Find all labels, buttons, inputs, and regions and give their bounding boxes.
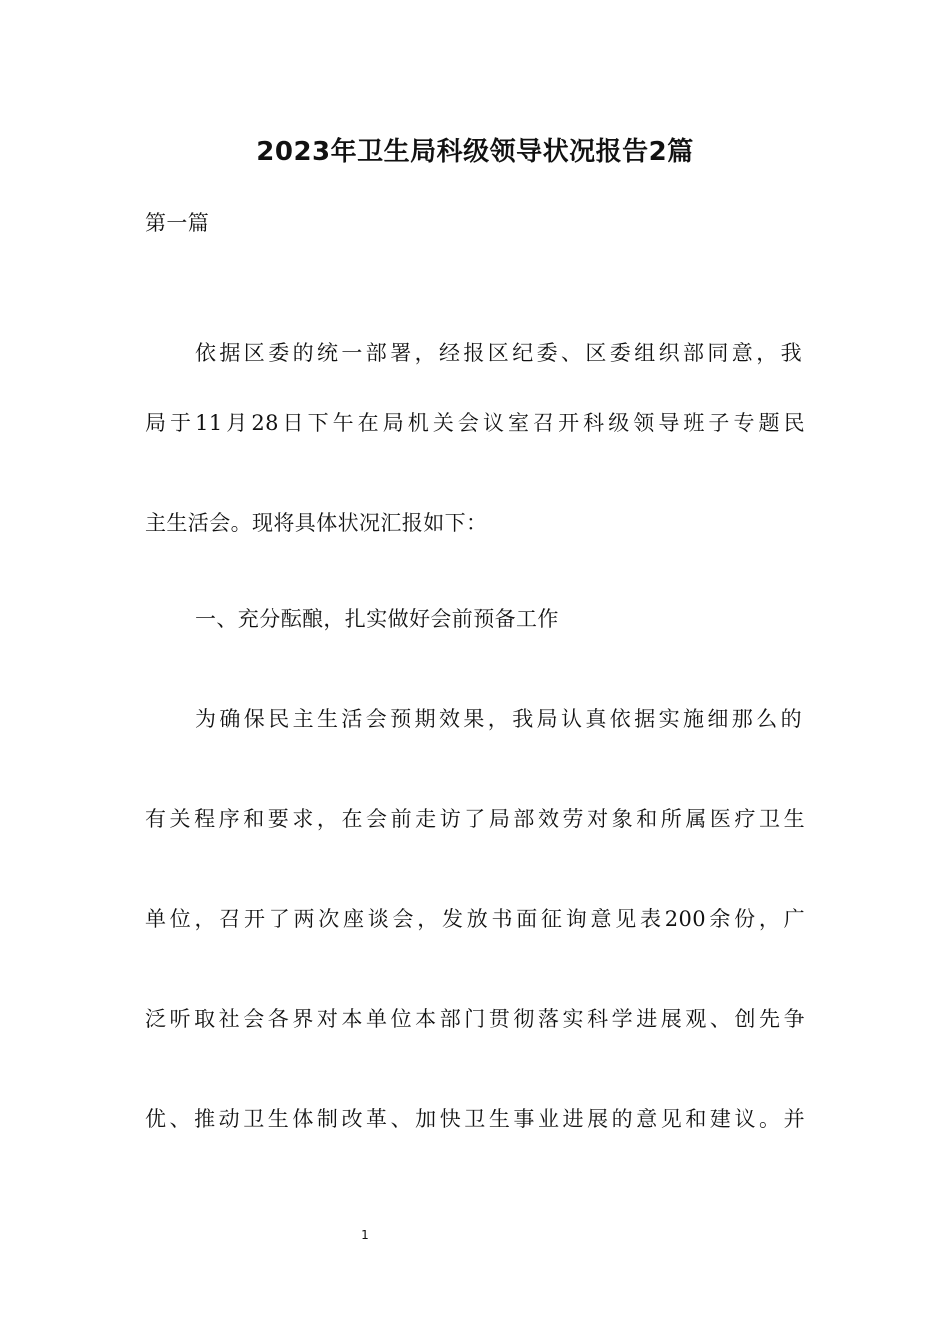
section-heading: 一、充分酝酿，扎实做好会前预备工作 <box>195 607 559 631</box>
paragraph-line: 优、推动卫生体制改革、加快卫生事业进展的意见和建议。并 <box>145 1107 805 1131</box>
paragraph-line: 有关程序和要求，在会前走访了局部效劳对象和所属医疗卫生 <box>145 807 805 831</box>
paragraph-line: 主生活会。现将具体状况汇报如下： <box>145 511 488 535</box>
document-title: 2023年卫生局科级领导状况报告2篇 <box>256 137 694 167</box>
paragraph-line: 单位，召开了两次座谈会，发放书面征询意见表200余份，广 <box>145 907 805 931</box>
page-number: 1 <box>361 1228 369 1242</box>
paragraph-line: 局于11月28日下午在局机关会议室召开科级领导班子专题民 <box>145 411 805 435</box>
paragraph-line: 依据区委的统一部署，经报区纪委、区委组织部同意，我 <box>195 341 802 365</box>
paragraph-line: 泛听取社会各界对本单位本部门贯彻落实科学进展观、创先争 <box>145 1007 805 1031</box>
paragraph-line: 为确保民主生活会预期效果，我局认真依据实施细那么的 <box>195 707 802 731</box>
section-label: 第一篇 <box>145 211 210 235</box>
